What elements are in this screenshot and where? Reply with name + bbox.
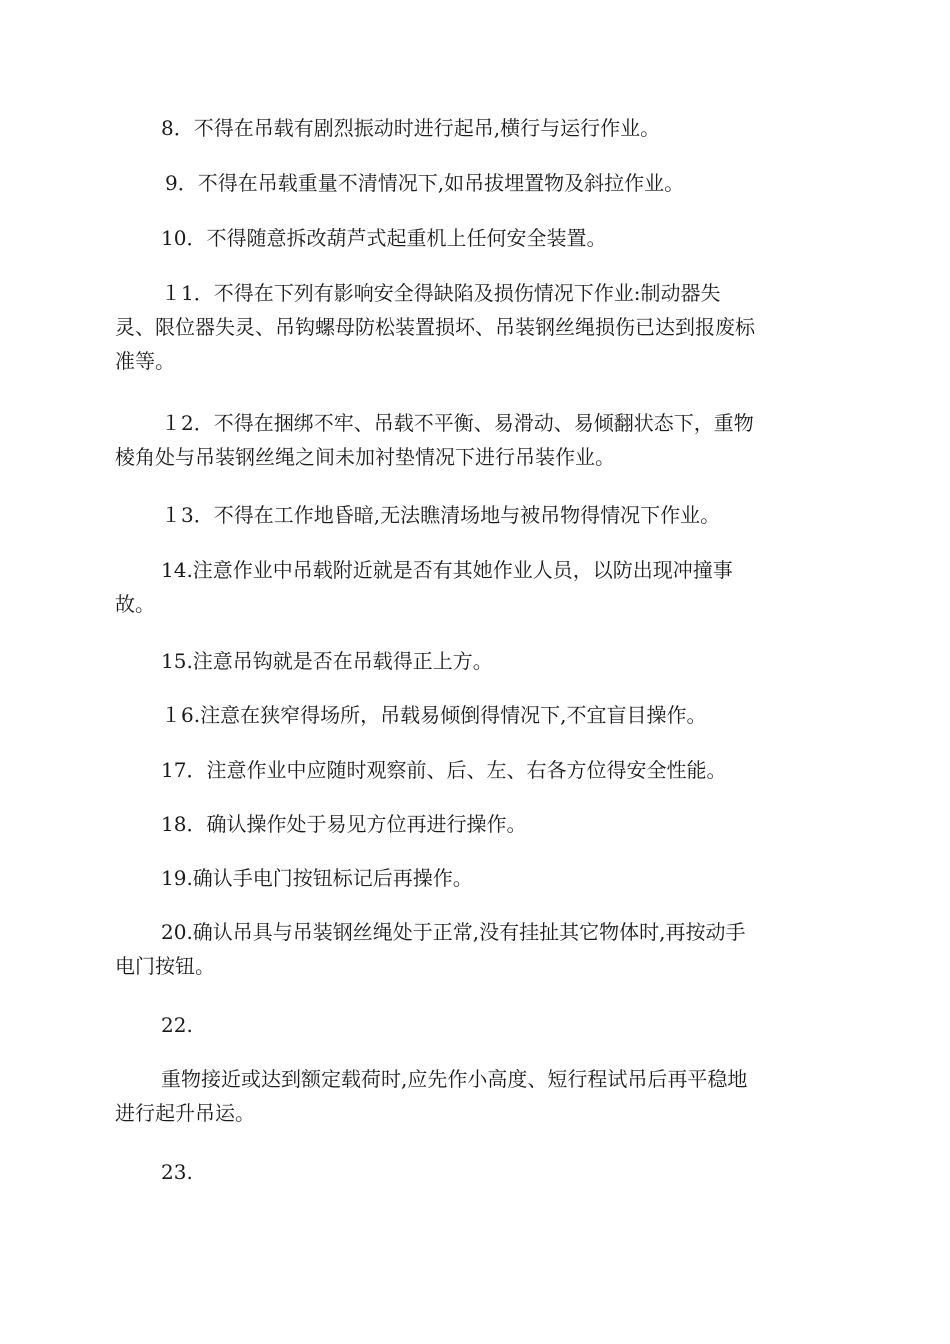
paragraph-item-10: [115, 221, 835, 255]
paragraph-item-14: [115, 553, 835, 621]
paragraph-item-9: [115, 166, 835, 200]
paragraph-line: 8．不得在吊载有剧烈振动时进行起吊,横行与运行作业。: [161, 116, 661, 140]
paragraph-line: 电门按钮。: [115, 954, 215, 978]
paragraph-line: 棱角处与吊装钢丝绳之间未加衬垫情况下进行吊装作业。: [115, 445, 615, 469]
paragraph-item-23: [115, 1155, 835, 1189]
paragraph-item-13: [115, 498, 835, 532]
paragraph-item-22: [115, 1008, 835, 1042]
paragraph-line: 20.确认吊具与吊装钢丝绳处于正常,没有挂扯其它物体时,再按动手: [161, 920, 746, 944]
paragraph-line: １3．不得在工作地昏暗,无法瞧清场地与被吊物得情况下作业。: [161, 503, 721, 527]
paragraph-line: 进行起升吊运。: [115, 1101, 255, 1125]
paragraph-line: １1．不得在下列有影响安全得缺陷及损伤情况下作业:制动器失: [161, 281, 721, 305]
paragraph-item-18: [115, 807, 835, 841]
paragraph-line: 19.确认手电门按钮标记后再操作。: [161, 866, 473, 890]
paragraph-line: １2．不得在捆绑不牢、吊载不平衡、易滑动、易倾翻状态下，重物: [161, 411, 754, 435]
paragraph-line: 15.注意吊钩就是否在吊载得正上方。: [161, 649, 493, 673]
paragraph-line: 14.注意作业中吊载附近就是否有其她作业人员，以防出现冲撞事: [161, 558, 733, 582]
paragraph-item-16: [115, 698, 835, 732]
paragraph-item-22-body: [115, 1062, 835, 1130]
paragraph-line: 18．确认操作处于易见方位再进行操作。: [161, 812, 527, 836]
paragraph-line: 17．注意作业中应随时观察前、后、左、右各方位得安全性能。: [161, 758, 727, 782]
paragraph-line: 9．不得在吊载重量不清情况下,如吊拔埋置物及斜拉作业。: [165, 171, 685, 195]
paragraph-line: 22.: [161, 1013, 193, 1037]
paragraph-item-17: [115, 753, 835, 787]
paragraph-item-19: [115, 861, 835, 895]
paragraph-line: 23.: [161, 1160, 193, 1184]
paragraph-item-15: [115, 644, 835, 678]
paragraph-item-12: [115, 406, 835, 474]
paragraph-line: 灵、限位器失灵、吊钩螺母防松装置损坏、吊装钢丝绳损伤已达到报废标: [115, 315, 755, 339]
paragraph-item-11: [115, 276, 835, 378]
paragraph-item-20: [115, 915, 835, 983]
paragraph-item-8: [115, 111, 835, 145]
paragraph-line: 准等。: [115, 349, 175, 373]
paragraph-line: 10．不得随意拆改葫芦式起重机上任何安全装置。: [161, 226, 607, 250]
paragraph-line: １6.注意在狭窄得场所，吊载易倾倒得情况下,不宜盲目操作。: [161, 703, 707, 727]
paragraph-line: 重物接近或达到额定载荷时,应先作小高度、短行程试吊后再平稳地: [161, 1067, 748, 1091]
paragraph-line: 故。: [115, 592, 155, 616]
